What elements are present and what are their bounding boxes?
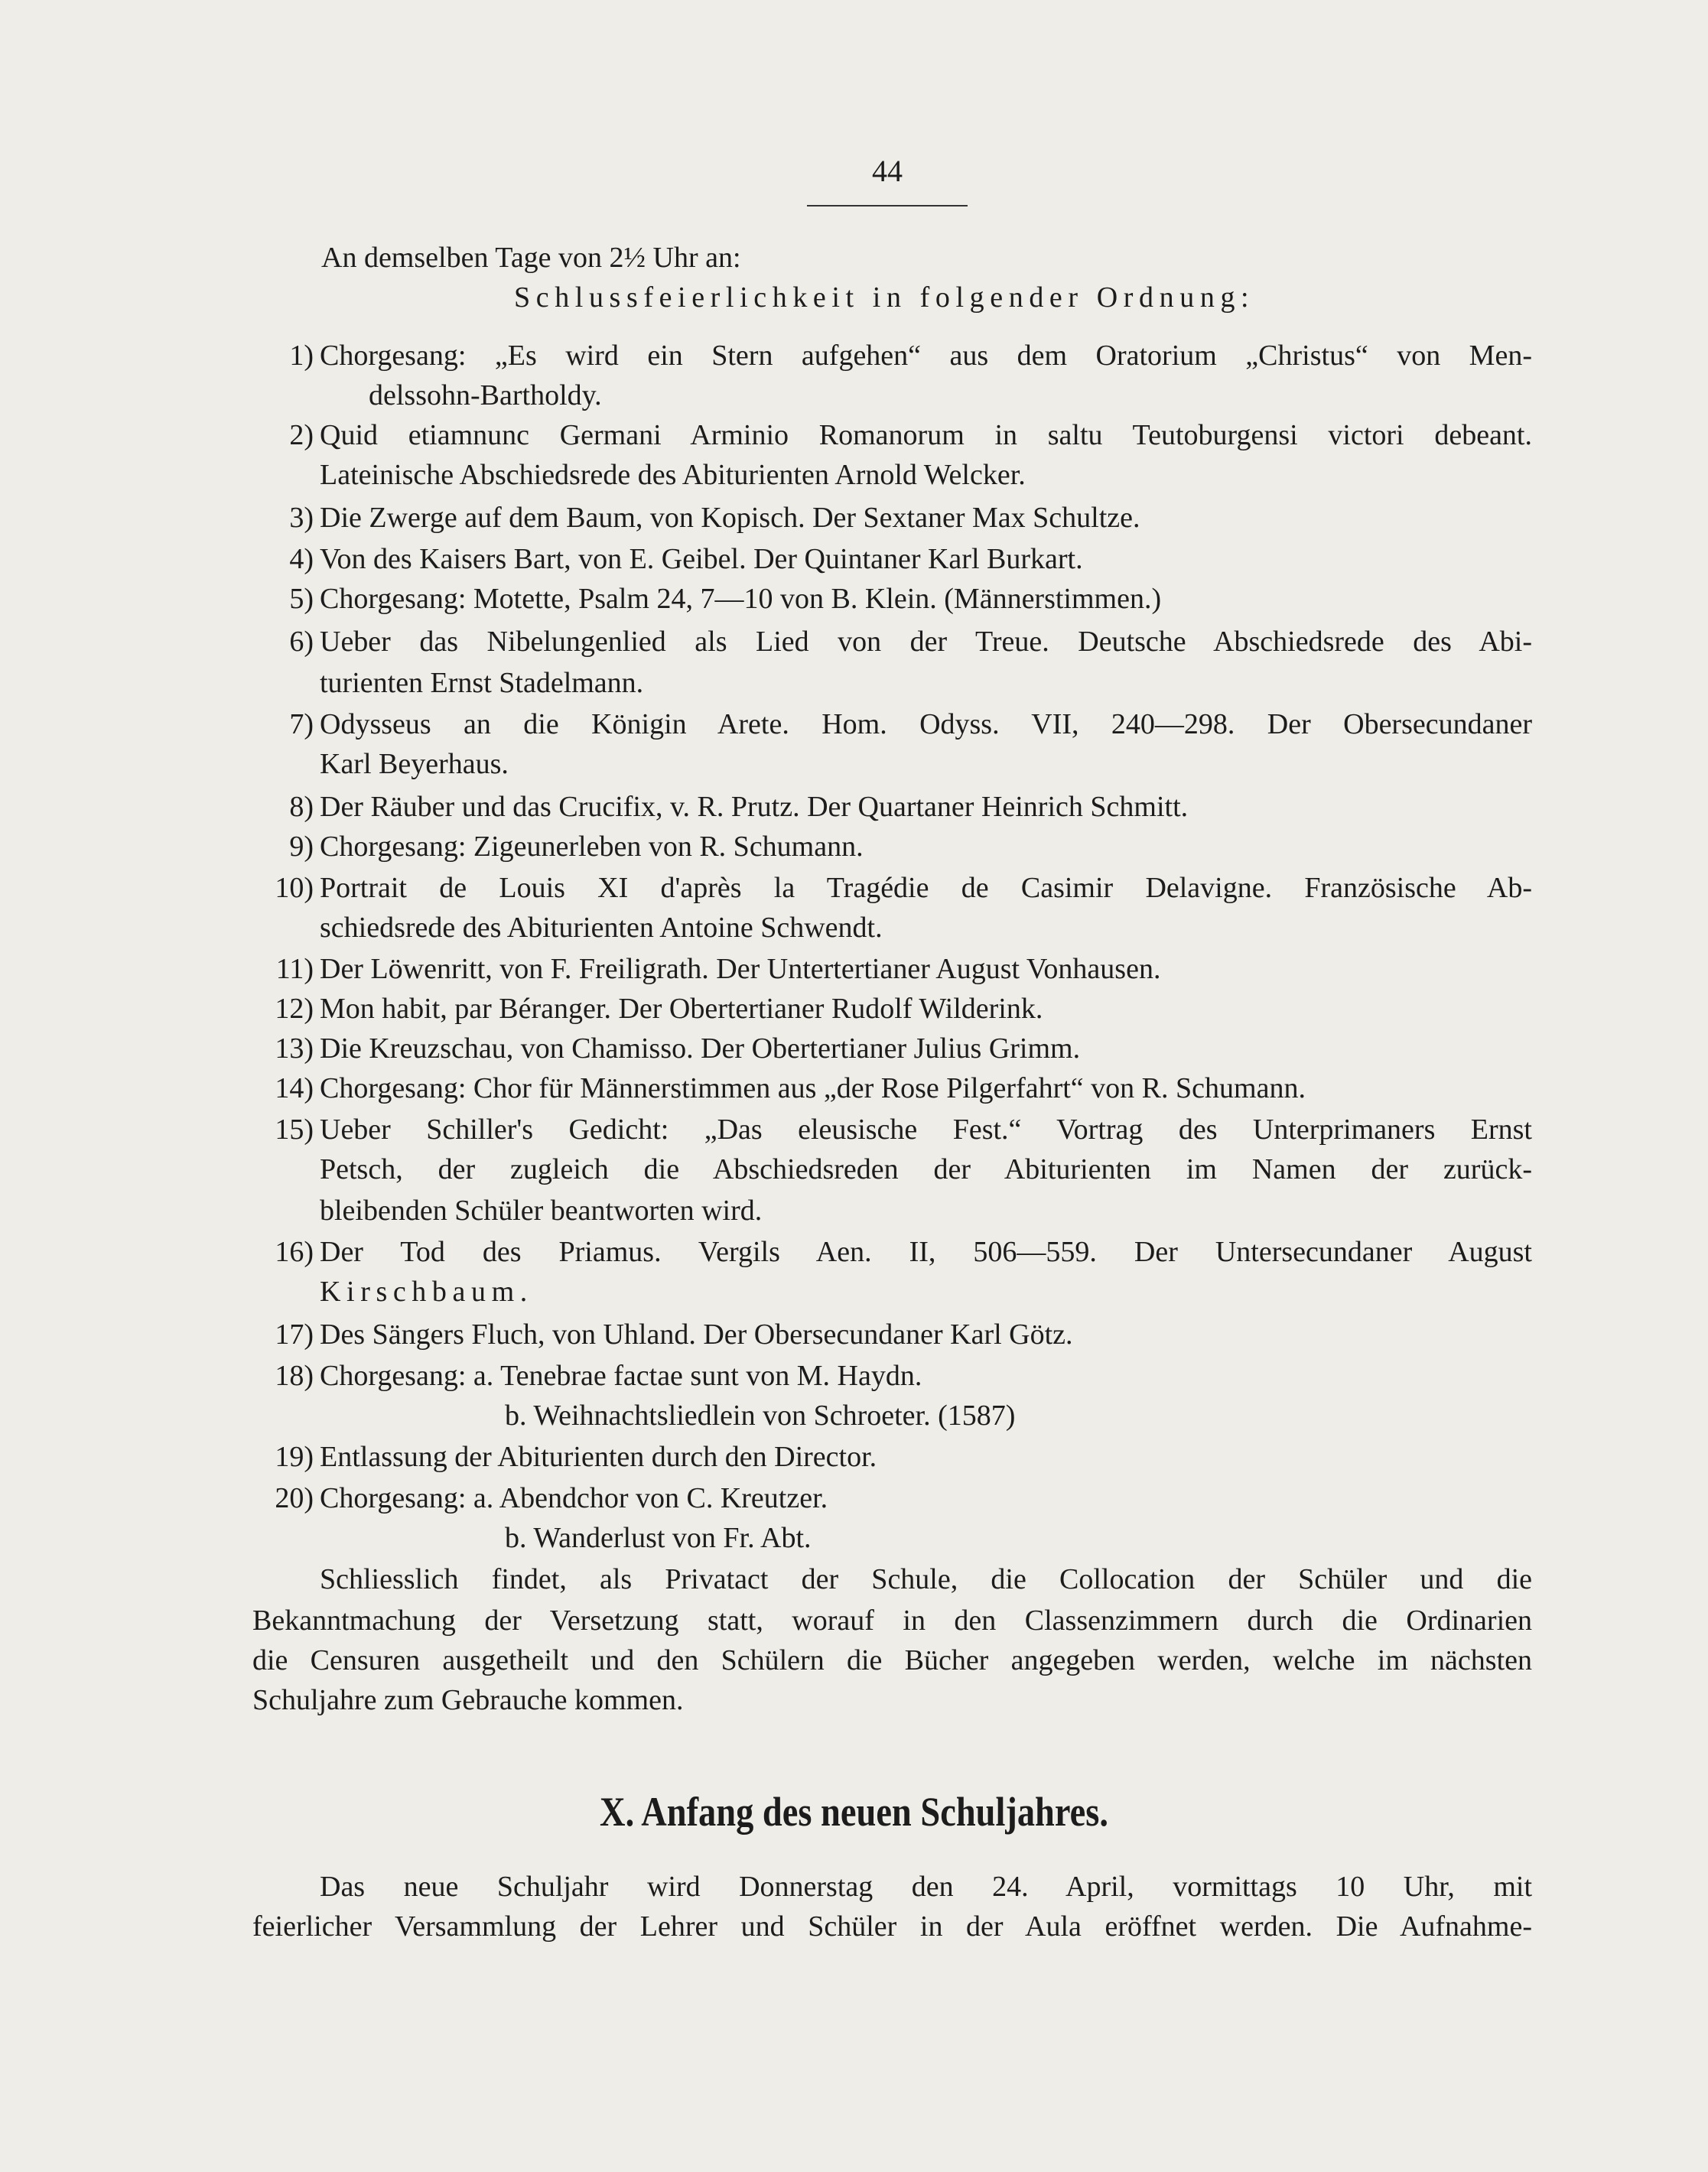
item-line: Chorgesang: Zigeunerleben von R. Schumann. xyxy=(320,831,864,863)
item-line: Karl Beyerhaus. xyxy=(320,748,509,780)
item-line: Chorgesang: a. Tenebrae factae sunt von M. Haydn. xyxy=(320,1360,922,1392)
item-number: 17) xyxy=(275,1318,314,1351)
item-line: Die Zwerge auf dem Baum, von Kopisch. Der Sextaner Max Schultze. xyxy=(320,502,1140,534)
item-number: 6) xyxy=(289,626,314,658)
page-number-rule xyxy=(807,205,968,206)
item-line: bleibenden Schüler beantworten wird. xyxy=(320,1195,763,1227)
item-number: 12) xyxy=(275,993,314,1025)
item-line: Entlassung der Abiturienten durch den Director. xyxy=(320,1441,877,1473)
item-number: 19) xyxy=(275,1441,314,1473)
item-line: Mon habit, par Béranger. Der Obertertianer Rudolf Wilderink. xyxy=(320,993,1043,1025)
item-number: 16) xyxy=(275,1236,314,1268)
item-line: Ueber das Nibelungenlied als Lied von der Treue. Deutsche Abschiedsrede des Abi- xyxy=(320,626,1532,658)
ceremony-title: Schlussfeierlichkeit in folgender Ordnung: xyxy=(514,281,1255,314)
item-line: Portrait de Louis XI d'après la Tragédie de Casimir Delavigne. Französische Ab- xyxy=(320,872,1532,904)
item-line: Chorgesang: „Es wird ein Stern aufgehen“ aus dem Oratorium „Christus“ von Men- xyxy=(320,340,1532,372)
item-line: Chorgesang: Chor für Männerstimmen aus „der Rose Pilgerfahrt“ von R. Schumann. xyxy=(320,1072,1306,1104)
page-number: 44 xyxy=(872,154,903,188)
item-number: 9) xyxy=(289,831,314,863)
paragraph-line: Das neue Schuljahr wird Donnerstag den 24. April, vormittags 10 Uhr, mit xyxy=(320,1871,1532,1903)
item-line: b. Wanderlust von Fr. Abt. xyxy=(505,1522,812,1554)
item-line: Ueber Schiller's Gedicht: „Das eleusische Fest.“ Vortrag des Unterprimaners Ernst xyxy=(320,1114,1532,1146)
item-number: 5) xyxy=(289,583,314,615)
paragraph-line: die Censuren ausgetheilt und den Schülern die Bücher angegeben werden, welche im nächsten xyxy=(252,1644,1532,1676)
item-line: turienten Ernst Stadelmann. xyxy=(320,667,644,699)
item-line: Von des Kaisers Bart, von E. Geibel. Der Quintaner Karl Burkart. xyxy=(320,543,1083,575)
item-number: 8) xyxy=(289,791,314,823)
item-line: Chorgesang: a. Abendchor von C. Kreutzer. xyxy=(320,1482,828,1514)
paragraph-line: Schuljahre zum Gebrauche kommen. xyxy=(252,1684,684,1716)
item-number: 2) xyxy=(289,419,314,451)
item-number: 7) xyxy=(289,708,314,740)
item-number: 10) xyxy=(275,872,314,904)
item-line: Chorgesang: Motette, Psalm 24, 7—10 von B. Klein. (Männerstimmen.) xyxy=(320,583,1162,615)
item-line: schiedsrede des Abiturienten Antoine Schwendt. xyxy=(320,912,883,944)
item-line: Odysseus an die Königin Arete. Hom. Odyss. VII, 240—298. Der Obersecundaner xyxy=(320,708,1532,740)
item-number: 1) xyxy=(289,340,314,372)
item-line: Die Kreuzschau, von Chamisso. Der Obertertianer Julius Grimm. xyxy=(320,1032,1081,1065)
item-line: Quid etiamnunc Germani Arminio Romanorum in saltu Teutoburgensi victori debeant. xyxy=(320,419,1532,451)
item-number: 11) xyxy=(275,953,314,985)
item-number: 4) xyxy=(289,543,314,575)
paragraph-line: Schliesslich findet, als Privatact der Schule, die Collocation der Schüler und die xyxy=(320,1563,1532,1595)
item-number: 3) xyxy=(289,502,314,534)
intro-line: An demselben Tage von 2½ Uhr an: xyxy=(321,242,741,274)
item-line: Der Tod des Priamus. Vergils Aen. II, 506—559. Der Untersecundaner August xyxy=(320,1236,1532,1268)
item-line: Des Sängers Fluch, von Uhland. Der Obersecundaner Karl Götz. xyxy=(320,1318,1073,1351)
item-number: 13) xyxy=(275,1032,314,1065)
item-number: 14) xyxy=(275,1072,314,1104)
paragraph-line: Bekanntmachung der Versetzung statt, worauf in den Classenzimmern durch die Ordinarien xyxy=(252,1605,1532,1637)
item-number: 18) xyxy=(275,1360,314,1392)
item-line: Kirschbaum. xyxy=(320,1276,533,1308)
item-line: b. Weihnachtsliedlein von Schroeter. (1587) xyxy=(505,1400,1016,1432)
item-number: 20) xyxy=(275,1482,314,1514)
item-line: Petsch, der zugleich die Abschiedsreden der Abiturienten im Namen der zurück- xyxy=(320,1153,1532,1185)
paragraph-line: feierlicher Versammlung der Lehrer und Schüler in der Aula eröffnet werden. Die Aufnahme- xyxy=(252,1910,1532,1943)
item-line: delssohn-Bartholdy. xyxy=(369,379,602,411)
item-number: 15) xyxy=(275,1114,314,1146)
item-line: Der Räuber und das Crucifix, v. R. Prutz. Der Quartaner Heinrich Schmitt. xyxy=(320,791,1189,823)
item-line: Lateinische Abschiedsrede des Abiturienten Arnold Welcker. xyxy=(320,459,1026,491)
item-line: Der Löwenritt, von F. Freiligrath. Der Untertertianer August Vonhausen. xyxy=(320,953,1161,985)
section-heading: X. Anfang des neuen Schuljahres. xyxy=(600,1789,1108,1835)
